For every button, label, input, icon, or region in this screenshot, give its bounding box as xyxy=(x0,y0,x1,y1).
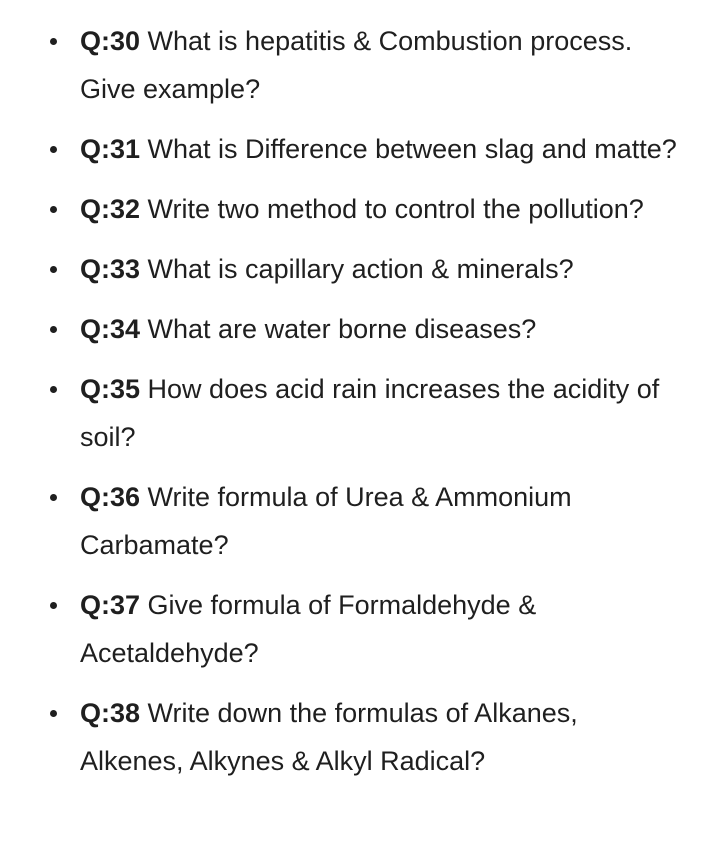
question-text: How does acid rain increases the acidity of soil? xyxy=(80,374,660,452)
bullet-icon xyxy=(50,494,57,501)
question-text: What are water borne diseases? xyxy=(140,314,537,344)
list-item xyxy=(0,125,707,173)
question-text: Write down the formulas of Alkanes, Alkenes, Alkynes & Alkyl Radical? xyxy=(80,698,578,776)
question-number: Q:34 xyxy=(80,314,141,344)
question-text: Write formula of Urea & Ammonium Carbamate? xyxy=(80,482,572,560)
question-list xyxy=(0,17,707,797)
bullet-icon xyxy=(50,146,57,153)
list-item xyxy=(0,581,707,677)
bullet-icon xyxy=(50,386,57,393)
list-item xyxy=(0,185,707,233)
question-number: Q:33 xyxy=(80,254,141,284)
bullet-icon xyxy=(50,602,57,609)
question-number: Q:30 xyxy=(80,26,141,56)
question-number: Q:36 xyxy=(80,482,141,512)
question-number: Q:31 xyxy=(80,134,141,164)
bullet-icon xyxy=(50,710,57,717)
question-number: Q:37 xyxy=(80,590,141,620)
list-item xyxy=(0,689,707,785)
list-item xyxy=(0,473,707,569)
question-text: Give formula of Formaldehyde & Acetaldehyde? xyxy=(80,590,537,668)
question-text: What is Difference between slag and matte? xyxy=(140,134,677,164)
question-text: What is hepatitis & Combustion process. Give example? xyxy=(80,26,633,104)
question-number: Q:32 xyxy=(80,194,141,224)
list-item xyxy=(0,17,707,113)
question-text: What is capillary action & minerals? xyxy=(140,254,574,284)
list-item xyxy=(0,245,707,293)
bullet-icon xyxy=(50,266,57,273)
question-number: Q:35 xyxy=(80,374,141,404)
bullet-icon xyxy=(50,38,57,45)
list-item xyxy=(0,365,707,461)
question-number: Q:38 xyxy=(80,698,141,728)
list-item xyxy=(0,305,707,353)
bullet-icon xyxy=(50,206,57,213)
bullet-icon xyxy=(50,326,57,333)
question-text: Write two method to control the pollution? xyxy=(140,194,644,224)
